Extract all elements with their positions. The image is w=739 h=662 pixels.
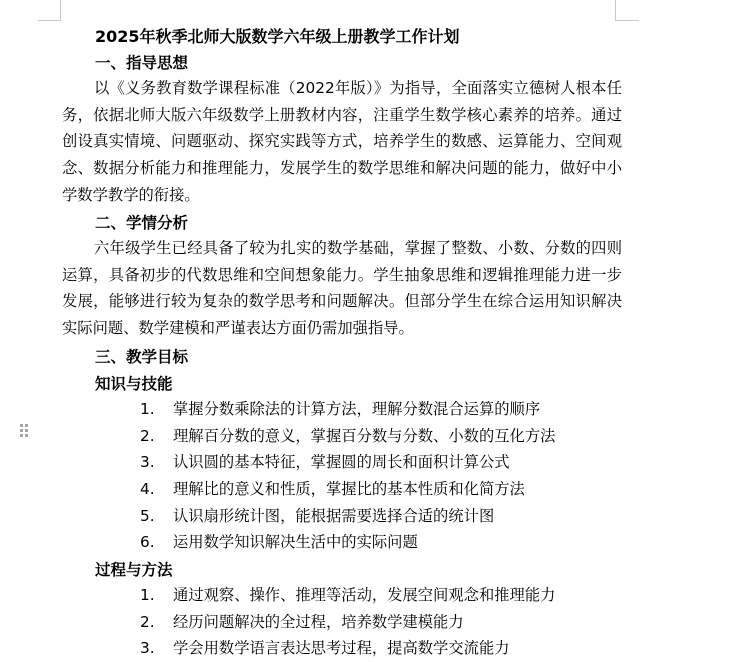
list-item-text: 理解比的意义和性质，掌握比的基本性质和化简方法	[173, 480, 525, 499]
section-heading-learning-analysis: 二、学情分析	[95, 214, 189, 232]
page-corner-mark-top-left	[38, 0, 61, 21]
list-item-text: 认识扇形统计图，能根据需要选择合适的统计图	[173, 506, 495, 525]
section-paragraph-guiding-ideology: 以《义务教育数学课程标准（2022年版）》为指导，全面落实立德树人根本任务，依据北师大版六年级数学上册教材内容，注重学生数学核心素养的培养。通过创设真实情境、问题驱动、探究实践等方式，培养学生的数感、运算能力、空间观念、数据分析能力和推理能力，发展学生的数学思维和解决问题的能力，做好中小学数学教学的衔接。	[62, 79, 622, 204]
section-heading-guiding-ideology: 一、指导思想	[95, 54, 189, 72]
list-item-number: 4.	[140, 480, 155, 499]
list-item-text: 经历问题解决的全过程，培养数学建模能力	[173, 612, 464, 631]
list-item-number: 6.	[140, 533, 155, 552]
subheading-knowledge-skills: 知识与技能	[95, 375, 173, 393]
drag-handle-icon[interactable]	[20, 424, 32, 440]
document-title: 2025年秋季北师大版数学六年级上册教学工作计划	[95, 27, 460, 46]
list-item-text: 运用数学知识解决生活中的实际问题	[173, 533, 418, 552]
list-item-text: 理解百分数的意义，掌握百分数与分数、小数的互化方法	[173, 426, 556, 445]
list-item-number: 2.	[140, 426, 155, 445]
list-item-text: 认识圆的基本特征，掌握圆的周长和面积计算公式	[173, 453, 510, 472]
page-corner-mark-top-right	[615, 0, 639, 21]
list-item-number: 5.	[140, 506, 155, 525]
list-item-number: 3.	[140, 639, 155, 658]
list-item-number: 1.	[140, 400, 155, 418]
list-item-text: 通过观察、操作、推理等活动，发展空间观念和推理能力	[173, 586, 556, 604]
section-heading-teaching-goals: 三、教学目标	[95, 348, 189, 366]
list-item-text: 学会用数学语言表达思考过程，提高数学交流能力	[173, 639, 510, 658]
list-item-text: 掌握分数乘除法的计算方法，理解分数混合运算的顺序	[173, 400, 541, 418]
list-item-number: 2.	[140, 612, 155, 631]
subheading-process-methods: 过程与方法	[95, 561, 173, 579]
list-item-number: 3.	[140, 453, 155, 472]
list-item-number: 1.	[140, 586, 155, 604]
section-paragraph-learning-analysis: 六年级学生已经具备了较为扎实的数学基础，掌握了整数、小数、分数的四则运算，具备初步的代数思维和空间想象能力。学生抽象思维和逻辑推理能力进一步发展，能够进行较为复杂的数学思考和问题解决。但部分学生在综合运用知识解决实际问题、数学建模和严谨表达方面仍需加强指导。	[62, 239, 622, 338]
